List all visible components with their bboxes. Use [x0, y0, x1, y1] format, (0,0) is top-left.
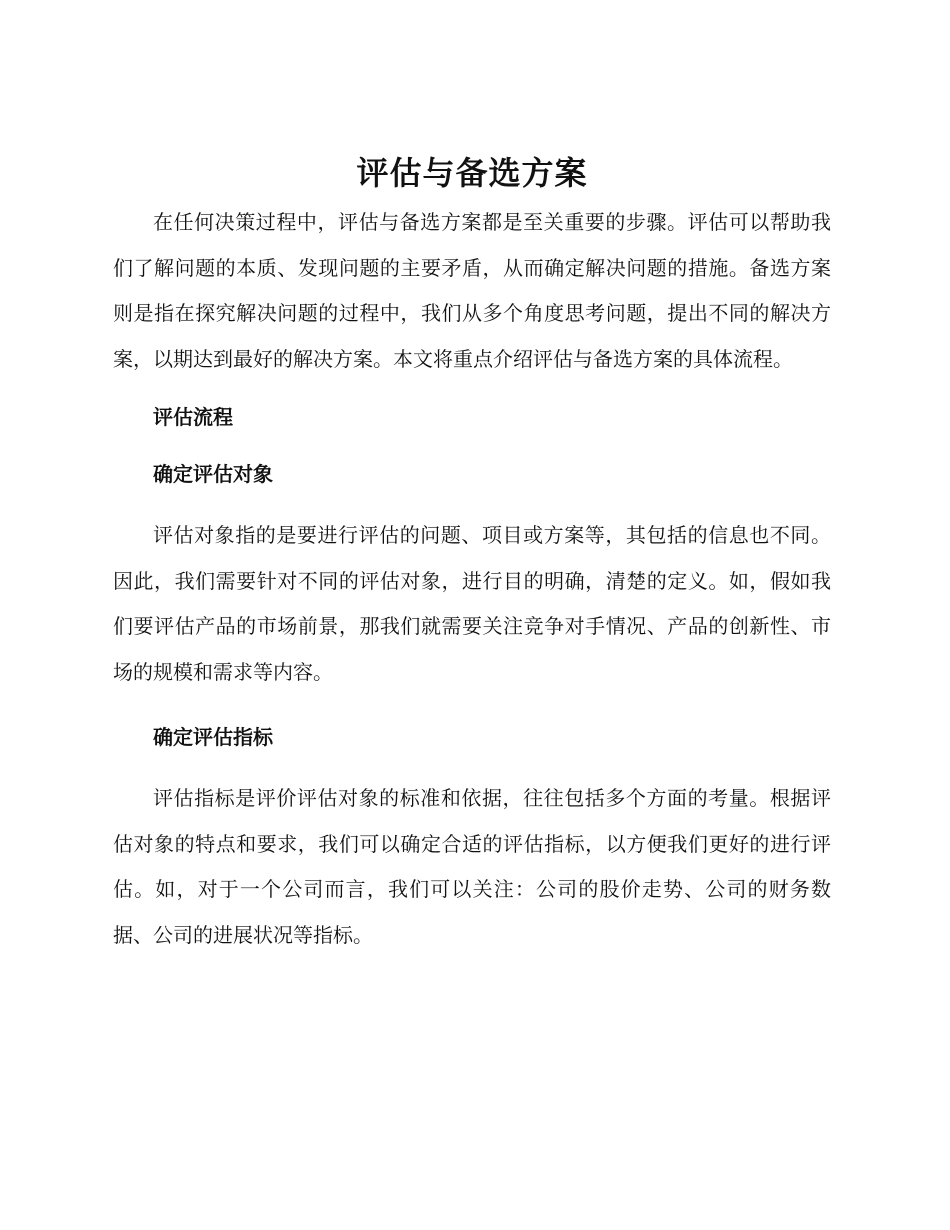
subsection-heading-eval-indicators: 确定评估指标	[153, 725, 273, 749]
subsection-body-eval-indicators: 评估指标是评价评估对象的标准和依据，往往包括多个方面的考量。根据评估对象的特点和要求，我们可以确定合适的评估指标，以方便我们更好的进行评估。如，对于一个公司而言，我们可以关注：公司的股价走势、公司的财务数据、公司的进展状况等指标。	[113, 786, 831, 947]
intro-paragraph: 在任何决策过程中，评估与备选方案都是至关重要的步骤。评估可以帮助我们了解问题的本质、发现问题的主要矛盾，从而确定解决问题的措施。备选方案则是指在探究解决问题的过程中，我们从多个角度思考问题，提出不同的解决方案，以期达到最好的解决方案。本文将重点介绍评估与备选方案的具体流程。	[113, 210, 831, 371]
subsection-body-eval-object: 评估对象指的是要进行评估的问题、项目或方案等，其包括的信息也不同。因此，我们需要针对不同的评估对象，进行目的明确，清楚的定义。如，假如我们要评估产品的市场前景，那我们就需要关注竞争对手情况、产品的创新性、市场的规模和需求等内容。	[113, 523, 831, 684]
subsection-heading-eval-object: 确定评估对象	[153, 462, 273, 486]
document-title: 评估与备选方案	[356, 154, 588, 192]
document-page	[113, 148, 831, 958]
section-heading-eval-flow: 评估流程	[153, 405, 233, 429]
